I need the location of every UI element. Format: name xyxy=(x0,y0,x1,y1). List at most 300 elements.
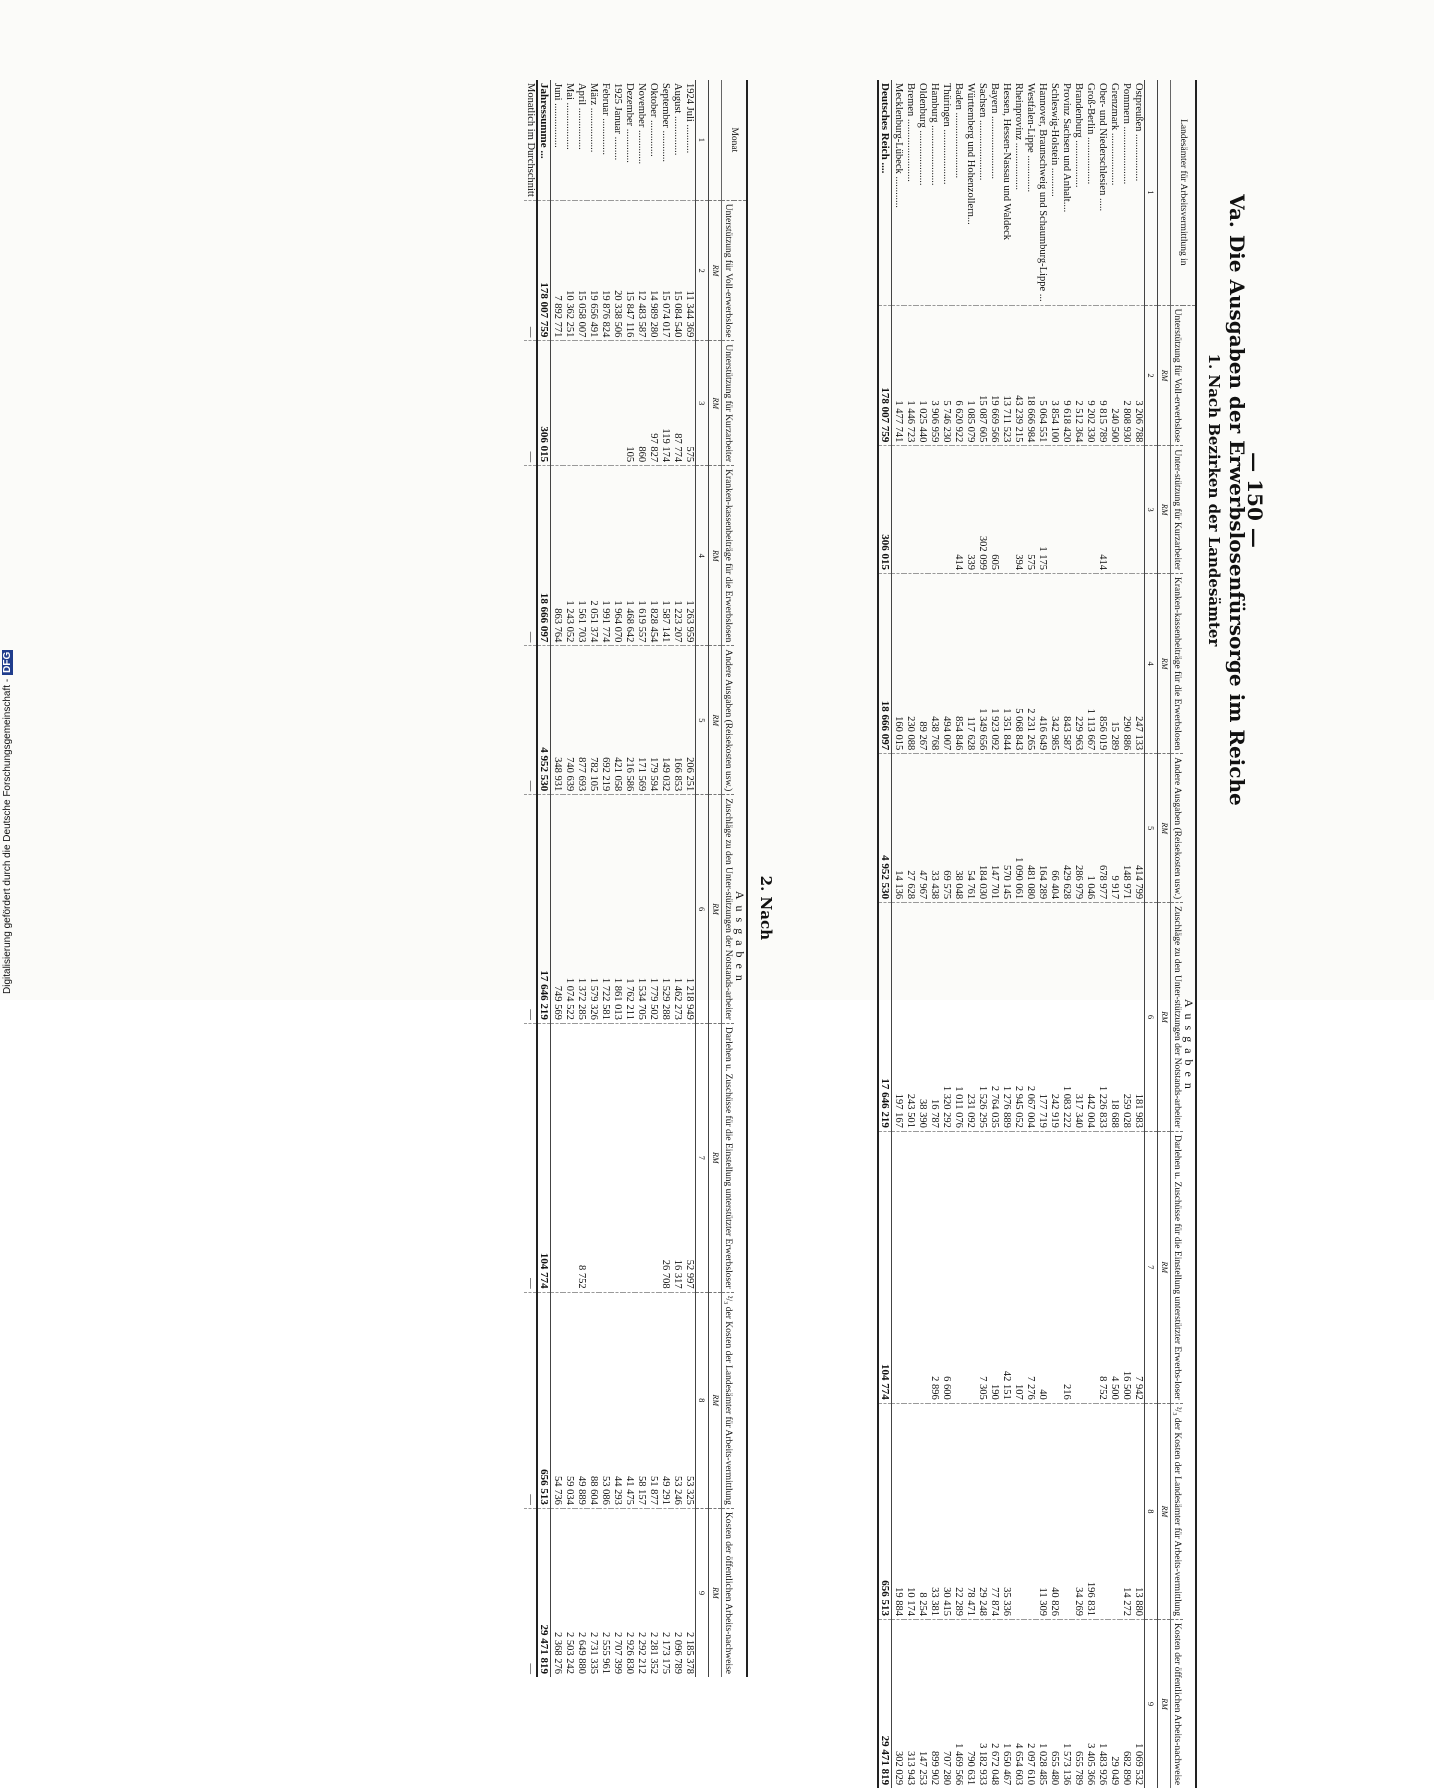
value-cell: 1 561 703 xyxy=(575,466,587,646)
row-label: Mai .................. xyxy=(563,80,575,200)
row-label: Rheinprovinz .................. xyxy=(1012,80,1024,305)
row-label: Baden ......................... xyxy=(952,80,964,305)
value-cell: 655 480 xyxy=(1048,1620,1060,1788)
value-cell: 259 028 xyxy=(1120,903,1132,1132)
value-cell: 19 876 824 xyxy=(599,200,611,341)
unit-cell: RM xyxy=(1158,903,1171,1132)
row-label: Februar .............. xyxy=(599,80,611,200)
value-cell: 43 239 215 xyxy=(1012,305,1024,446)
value-cell: 117 628 xyxy=(964,573,976,753)
value-cell: 5 064 551 xyxy=(1036,305,1048,446)
value-cell: 2 173 175 xyxy=(659,1508,671,1677)
row-label: Juni ................. xyxy=(551,80,564,200)
value-cell xyxy=(1108,446,1120,574)
value-cell xyxy=(635,1023,647,1292)
value-cell: 52 997 xyxy=(683,1023,696,1292)
col-header-4: Kranken-kassenbeiträge für die Erwerbslosen xyxy=(722,466,735,646)
value-cell: 1 175 xyxy=(1036,446,1048,574)
table-row xyxy=(1072,80,1084,1788)
value-cell: 6 600 xyxy=(940,1131,952,1403)
value-cell: 707 280 xyxy=(940,1620,952,1788)
table-row xyxy=(1096,80,1108,1788)
value-cell: 27 628 xyxy=(904,754,916,903)
value-cell: 6 620 922 xyxy=(952,305,964,446)
unit-cell: RM xyxy=(1158,1131,1171,1403)
total-row xyxy=(878,80,892,1788)
value-cell: 2 503 242 xyxy=(563,1508,575,1677)
value-cell: 9 202 330 xyxy=(1084,305,1096,446)
row-label: Deutsches Reich .... xyxy=(878,80,892,305)
table-row xyxy=(659,80,671,1677)
row-label: März ................. xyxy=(587,80,599,200)
value-cell: 216 xyxy=(1060,1131,1072,1403)
value-cell: 2 926 830 xyxy=(623,1508,635,1677)
value-cell: 494 007 xyxy=(940,573,952,753)
value-cell: 29 471 819 xyxy=(878,1620,892,1788)
value-cell: 9 618 420 xyxy=(1060,305,1072,446)
section-2-title: 2. Nach xyxy=(757,876,775,940)
value-cell: 1 263 959 xyxy=(683,466,696,646)
value-cell: 1 351 844 xyxy=(1000,573,1012,753)
value-cell: 216 586 xyxy=(623,646,635,795)
value-cell: 575 xyxy=(683,341,696,466)
index-cell: 6 xyxy=(1145,903,1158,1132)
value-cell: 13 711 523 xyxy=(1000,305,1012,446)
value-cell: 1 074 522 xyxy=(563,795,575,1024)
value-cell: 1 011 076 xyxy=(952,903,964,1132)
value-cell: 164 289 xyxy=(1036,754,1048,903)
value-cell: 1 579 326 xyxy=(587,795,599,1024)
value-cell: 197 167 xyxy=(892,903,905,1132)
col-header-7: Darlehen u. Zuschüsse für die Einstellung unterstützter Erwerbsloser xyxy=(722,1023,735,1292)
value-cell: 17 646 219 xyxy=(878,903,892,1132)
index-cell: 1 xyxy=(696,80,709,200)
row-label: September ............ xyxy=(659,80,671,200)
row-label: Württemberg und Hohenzollern... xyxy=(964,80,976,305)
index-cell: 4 xyxy=(696,466,709,646)
table-row xyxy=(551,80,564,1677)
value-cell: 2 292 212 xyxy=(635,1508,647,1677)
value-cell: 49 889 xyxy=(575,1292,587,1508)
index-cell: 3 xyxy=(1145,446,1158,574)
value-cell xyxy=(563,341,575,466)
value-cell: 656 513 xyxy=(878,1403,892,1619)
table-row xyxy=(1060,80,1072,1788)
value-cell xyxy=(1060,1403,1072,1619)
table-row xyxy=(563,80,575,1677)
value-cell: 1 923 092 xyxy=(988,573,1000,753)
value-cell: 339 xyxy=(964,446,976,574)
value-cell: 107 xyxy=(1012,1131,1024,1403)
value-cell: 15 847 116 xyxy=(623,200,635,341)
value-cell: 160 015 xyxy=(892,573,905,753)
value-cell: 1 722 581 xyxy=(599,795,611,1024)
unit-cell: RM xyxy=(709,795,722,1024)
value-cell: 1 650 467 xyxy=(1000,1620,1012,1788)
value-cell: 14 136 xyxy=(892,754,905,903)
value-cell: 18 688 xyxy=(1108,903,1120,1132)
col-header-2: Unterstützung für Voll-erwerbslose xyxy=(722,200,735,341)
col-header-8: ²/₃ der Kosten der Landesämter für Arbeits-vermittlung xyxy=(722,1292,735,1508)
value-cell: 19 884 xyxy=(892,1403,905,1619)
value-cell: 69 575 xyxy=(940,754,952,903)
value-cell: 87 774 xyxy=(671,341,683,466)
value-cell: 2 672 048 xyxy=(988,1620,1000,1788)
row-label: Thüringen ..................... xyxy=(940,80,952,305)
value-cell: 47 967 xyxy=(916,754,928,903)
index-cell: 2 xyxy=(1145,305,1158,446)
col-header-4: Kranken-kassenbeiträge für die Erwerbslosen xyxy=(1171,573,1184,753)
value-cell: 2 555 961 xyxy=(599,1508,611,1677)
value-cell: 15 087 605 xyxy=(976,305,988,446)
value-cell: 790 631 xyxy=(964,1620,976,1788)
value-cell: 17 646 219 xyxy=(537,795,551,1024)
value-cell: 1 991 774 xyxy=(599,466,611,646)
table-row xyxy=(1108,80,1120,1788)
value-cell: 740 639 xyxy=(563,646,575,795)
value-cell: 843 587 xyxy=(1060,573,1072,753)
value-cell: 230 088 xyxy=(904,573,916,753)
value-cell: 7 892 771 xyxy=(551,200,564,341)
value-cell: 1 477 741 xyxy=(892,305,905,446)
value-cell: 8 752 xyxy=(1096,1131,1108,1403)
col-header-1: Monat xyxy=(722,80,748,200)
value-cell: 19 669 566 xyxy=(988,305,1000,446)
value-cell: 171 569 xyxy=(635,646,647,795)
table-row xyxy=(952,80,964,1788)
value-cell: 14 272 xyxy=(1120,1403,1132,1619)
value-cell: 44 293 xyxy=(611,1292,623,1508)
value-cell: 78 471 xyxy=(964,1403,976,1619)
value-cell: 1 226 833 xyxy=(1096,903,1108,1132)
value-cell: 7 305 xyxy=(976,1131,988,1403)
table-row xyxy=(575,80,587,1677)
row-label: Oktober .............. xyxy=(647,80,659,200)
value-cell: — xyxy=(524,1292,537,1508)
value-cell: 247 133 xyxy=(1132,573,1145,753)
index-cell: 7 xyxy=(696,1023,709,1292)
value-cell: 2 231 265 xyxy=(1024,573,1036,753)
row-label: Hessen, Hessen-Nassau und Waldeck xyxy=(1000,80,1012,305)
value-cell: 89 267 xyxy=(916,573,928,753)
table-row xyxy=(916,80,928,1788)
value-cell: 1 083 222 xyxy=(1060,903,1072,1132)
value-cell: 53 325 xyxy=(683,1292,696,1508)
value-cell: 8 254 xyxy=(916,1403,928,1619)
table-row xyxy=(635,80,647,1677)
row-label: Mecklenburg-Lübeck ............ xyxy=(892,80,905,305)
value-cell xyxy=(1132,446,1145,574)
value-cell: 41 475 xyxy=(623,1292,635,1508)
value-cell: 179 594 xyxy=(647,646,659,795)
value-cell: 2 368 276 xyxy=(551,1508,564,1677)
table-row xyxy=(683,80,696,1677)
value-cell: 1 483 926 xyxy=(1096,1620,1108,1788)
unit-cell: RM xyxy=(709,341,722,466)
value-cell: 2 096 789 xyxy=(671,1508,683,1677)
table-row xyxy=(988,80,1000,1788)
value-cell: 1 046 xyxy=(1084,754,1096,903)
table-row xyxy=(599,80,611,1677)
row-label: Groß-Berlin .................. xyxy=(1084,80,1096,305)
value-cell xyxy=(928,446,940,574)
value-cell: 243 501 xyxy=(904,903,916,1132)
value-cell xyxy=(587,341,599,466)
digitization-note xyxy=(2,600,16,994)
value-cell: 655 789 xyxy=(1072,1620,1084,1788)
row-label: Jahressumme ... xyxy=(537,80,551,200)
value-cell xyxy=(1072,446,1084,574)
value-cell: 105 xyxy=(623,341,635,466)
value-cell xyxy=(916,446,928,574)
value-cell: 2 896 xyxy=(928,1131,940,1403)
table-row xyxy=(623,80,635,1677)
value-cell: 15 074 017 xyxy=(659,200,671,341)
value-cell: 4 952 530 xyxy=(878,754,892,903)
value-cell xyxy=(575,341,587,466)
unit-row xyxy=(709,80,722,1677)
value-cell: 178 007 759 xyxy=(537,200,551,341)
value-cell: 1 573 136 xyxy=(1060,1620,1072,1788)
dfg-logo: DFG xyxy=(2,650,13,675)
index-cell: 6 xyxy=(696,795,709,1024)
value-cell: 3 206 788 xyxy=(1132,305,1145,446)
value-cell: 749 569 xyxy=(551,795,564,1024)
value-cell xyxy=(940,446,952,574)
value-cell: 1 090 061 xyxy=(1012,754,1024,903)
table-row xyxy=(647,80,659,1677)
value-cell xyxy=(1120,446,1132,574)
value-cell: 1 534 705 xyxy=(635,795,647,1024)
row-label: Hamburg ....................... xyxy=(928,80,940,305)
page-number: — 150 — xyxy=(1243,60,1267,940)
value-cell: 16 317 xyxy=(671,1023,683,1292)
value-cell: 678 977 xyxy=(1096,754,1108,903)
value-cell: 4 654 603 xyxy=(1012,1620,1024,1788)
value-cell: 30 415 xyxy=(940,1403,952,1619)
value-cell: 147 253 xyxy=(916,1620,928,1788)
table-row xyxy=(904,80,916,1788)
value-cell: 149 032 xyxy=(659,646,671,795)
value-cell: 42 151 xyxy=(1000,1131,1012,1403)
value-cell: 438 768 xyxy=(928,573,940,753)
value-cell: 899 902 xyxy=(928,1620,940,1788)
row-label: Oldenburg ..................... xyxy=(916,80,928,305)
value-cell: 394 xyxy=(1012,446,1024,574)
value-cell: 306 015 xyxy=(537,341,551,466)
value-cell xyxy=(1084,446,1096,574)
value-cell: 575 xyxy=(1024,446,1036,574)
page-title: Va. Die Ausgaben der Erwerbslosenfürsorge im Reiche xyxy=(1225,60,1249,940)
value-cell xyxy=(952,1131,964,1403)
value-cell: 58 157 xyxy=(635,1292,647,1508)
table-row xyxy=(671,80,683,1677)
value-cell: 1 113 667 xyxy=(1084,573,1096,753)
value-cell: 29 248 xyxy=(976,1403,988,1619)
value-cell: — xyxy=(524,341,537,466)
index-cell: 7 xyxy=(1145,1131,1158,1403)
row-label: Westfalen-Lippe .............. xyxy=(1024,80,1036,305)
value-cell: 302 029 xyxy=(892,1620,905,1788)
unit-cell: RM xyxy=(1158,305,1171,446)
row-label: Schleswig-Holstein ........... xyxy=(1048,80,1060,305)
value-cell: 20 338 506 xyxy=(611,200,623,341)
value-cell: 4 500 xyxy=(1108,1131,1120,1403)
table-row xyxy=(1084,80,1096,1788)
value-cell: 104 774 xyxy=(878,1131,892,1403)
value-cell: 2 067 004 xyxy=(1024,903,1036,1132)
value-cell: — xyxy=(524,1023,537,1292)
value-cell: 1 529 288 xyxy=(659,795,671,1024)
value-cell xyxy=(1024,1403,1036,1619)
value-cell: 342 985 xyxy=(1048,573,1060,753)
value-cell: 692 219 xyxy=(599,646,611,795)
value-cell: 10 362 251 xyxy=(563,200,575,341)
value-cell: 1 468 642 xyxy=(623,466,635,646)
value-cell xyxy=(611,341,623,466)
value-cell xyxy=(964,1131,976,1403)
col-header-8: ²/₃ der Kosten der Landesämter für Arbeits-vermittlung xyxy=(1171,1403,1184,1619)
row-label: Provinz Sachsen und Anhalt.... xyxy=(1060,80,1072,305)
value-cell: 147 701 xyxy=(988,754,1000,903)
value-cell xyxy=(623,1023,635,1292)
unit-cell: RM xyxy=(709,646,722,795)
value-cell: 416 649 xyxy=(1036,573,1048,753)
value-cell xyxy=(1072,1131,1084,1403)
value-cell: 231 092 xyxy=(964,903,976,1132)
index-cell: 8 xyxy=(1145,1403,1158,1619)
value-cell: 2 707 399 xyxy=(611,1508,623,1677)
col-header-3: Unter-stützung für Kurzarbeiter xyxy=(1171,446,1184,574)
value-cell: 2 945 052 xyxy=(1012,903,1024,1132)
value-cell: 13 880 xyxy=(1132,1403,1145,1619)
value-cell: 19 656 491 xyxy=(587,200,599,341)
col-header-2: Unterstützung für Voll-erwerbslose xyxy=(1171,305,1184,446)
value-cell xyxy=(647,1023,659,1292)
value-cell: 11 309 xyxy=(1036,1403,1048,1619)
col-header-9: Kosten der öffentlichen Arbeits-nachweise xyxy=(722,1508,735,1677)
value-cell: 3 182 933 xyxy=(976,1620,988,1788)
value-cell: 77 874 xyxy=(988,1403,1000,1619)
value-cell: 26 708 xyxy=(659,1023,671,1292)
value-cell: 18 666 097 xyxy=(878,573,892,753)
value-cell: 1 861 013 xyxy=(611,795,623,1024)
value-cell: 2 185 378 xyxy=(683,1508,696,1677)
table-row xyxy=(611,80,623,1677)
rotated-page xyxy=(175,60,1275,940)
index-cell: 4 xyxy=(1145,573,1158,753)
value-cell: 570 145 xyxy=(1000,754,1012,903)
value-cell: 51 877 xyxy=(647,1292,659,1508)
value-cell: — xyxy=(524,646,537,795)
value-cell: 33 381 xyxy=(928,1403,940,1619)
row-label: Sachsen ....................... xyxy=(976,80,988,305)
value-cell xyxy=(551,341,564,466)
row-label: Bayern ........................ xyxy=(988,80,1000,305)
value-cell: 12 483 587 xyxy=(635,200,647,341)
value-cell: 421 058 xyxy=(611,646,623,795)
value-cell: 2 731 335 xyxy=(587,1508,599,1677)
value-cell: 166 853 xyxy=(671,646,683,795)
value-cell: 605 xyxy=(988,446,1000,574)
value-cell: 1 526 295 xyxy=(976,903,988,1132)
value-cell xyxy=(904,446,916,574)
value-cell: 3 854 100 xyxy=(1048,305,1060,446)
unit-cell: RM xyxy=(1158,573,1171,753)
value-cell: 856 019 xyxy=(1096,573,1108,753)
value-cell: 18 666 097 xyxy=(537,466,551,646)
unit-cell: RM xyxy=(1158,1620,1171,1788)
table-row xyxy=(1120,80,1132,1788)
index-row xyxy=(1145,80,1158,1788)
value-cell: 1 964 070 xyxy=(611,466,623,646)
value-cell: 66 404 xyxy=(1048,754,1060,903)
value-cell: 863 764 xyxy=(551,466,564,646)
value-cell: — xyxy=(524,200,537,341)
value-cell xyxy=(1108,1403,1120,1619)
value-cell xyxy=(599,341,611,466)
digitization-text: Digitalisierung gefördert durch die Deutsche Forschungsgemeinschaft - xyxy=(2,679,13,994)
unit-cell: RM xyxy=(1158,446,1171,574)
index-cell: 9 xyxy=(696,1508,709,1677)
col-header-6: Zuschläge zu den Unter-stützungen der Notstands-arbeiter xyxy=(722,795,735,1024)
table-by-district xyxy=(877,80,1197,1788)
value-cell: 29 471 819 xyxy=(537,1508,551,1677)
value-cell: 53 246 xyxy=(671,1292,683,1508)
value-cell xyxy=(1084,1131,1096,1403)
value-cell: 1 218 949 xyxy=(683,795,696,1024)
row-label: November ............. xyxy=(635,80,647,200)
value-cell: 1 349 656 xyxy=(976,573,988,753)
value-cell: 414 799 xyxy=(1132,754,1145,903)
value-cell: 7 942 xyxy=(1132,1131,1145,1403)
col-header-5: Andere Ausgaben (Reisekosten usw.) xyxy=(1171,754,1184,903)
value-cell: 104 774 xyxy=(537,1023,551,1292)
value-cell: 15 058 007 xyxy=(575,200,587,341)
index-cell: 3 xyxy=(696,341,709,466)
table-row xyxy=(1036,80,1048,1788)
value-cell xyxy=(892,1131,905,1403)
value-cell: 1 446 723 xyxy=(904,305,916,446)
value-cell: 40 xyxy=(1036,1131,1048,1403)
value-cell: 9 815 789 xyxy=(1096,305,1108,446)
value-cell: 177 719 xyxy=(1036,903,1048,1132)
row-label: Grenzmark .................... xyxy=(1108,80,1120,305)
value-cell: 1 025 440 xyxy=(916,305,928,446)
value-cell: 38 048 xyxy=(952,754,964,903)
value-cell: 184 030 xyxy=(976,754,988,903)
value-cell: 1 619 557 xyxy=(635,466,647,646)
table-row xyxy=(1024,80,1036,1788)
unit-cell: RM xyxy=(1158,1403,1171,1619)
value-cell: 22 289 xyxy=(952,1403,964,1619)
value-cell: 1 223 207 xyxy=(671,466,683,646)
value-cell xyxy=(587,1023,599,1292)
value-cell xyxy=(904,1131,916,1403)
value-cell: 1 320 292 xyxy=(940,903,952,1132)
unit-cell: RM xyxy=(709,466,722,646)
value-cell: 29 049 xyxy=(1108,1620,1120,1788)
value-cell: 3 906 959 xyxy=(928,305,940,446)
value-cell: 229 963 xyxy=(1072,573,1084,753)
unit-cell xyxy=(709,80,722,200)
value-cell xyxy=(1048,1131,1060,1403)
value-cell: 1 276 889 xyxy=(1000,903,1012,1132)
section-1-title: 1. Nach Bezirken der Landesämter xyxy=(1205,60,1223,940)
value-cell: 190 xyxy=(988,1131,1000,1403)
value-cell: 15 084 540 xyxy=(671,200,683,341)
value-cell: 1 462 273 xyxy=(671,795,683,1024)
